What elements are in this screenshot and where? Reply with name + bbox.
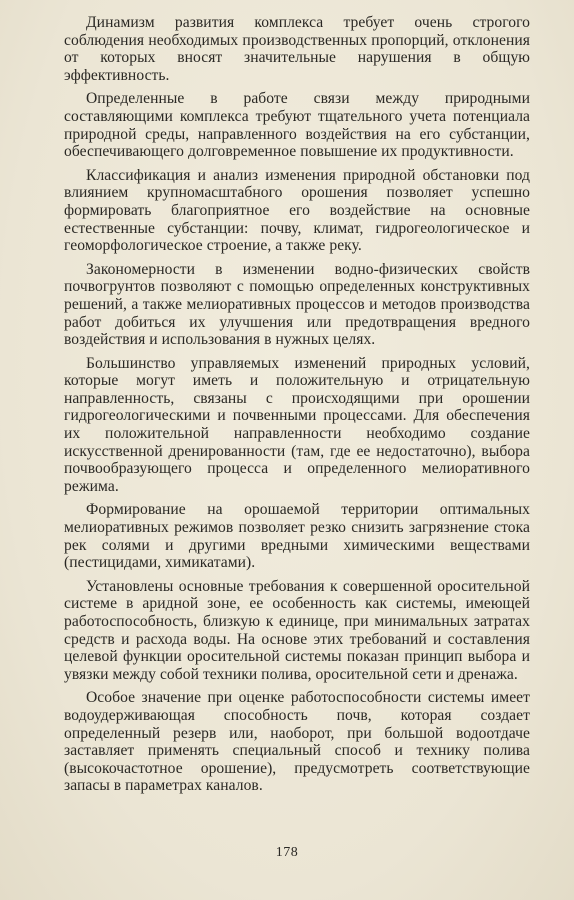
paragraph-4: Закономерности в изменении водно-физических свойств почвогрунтов позволяют с помощью определенных конструктивных решений, а также мелиоративных процессов и методов производства работ добиться их улучшения или предотвращения вредного воздействия и использования в нужных целях. [64,260,530,349]
paragraph-7: Установлены основные требования к совершенной оросительной системе в аридной зоне, ее особенность как системы, имеющей работоспособность, близкую к единице, при минимальных затратах средств и расхода воды. На основе этих требований и составления целевой функции оросительной системы показан принцип выбора и увязки между собой техники полива, оросительной сети и дренажа. [64,577,530,683]
page-number: 178 [275,845,299,860]
paragraph-1: Динамизм развития комплекса требует очень строгого соблюдения необходимых производственных пропорций, отклонения от которых вносят значительные нарушения в общую эффективность. [64,14,530,84]
paragraph-2: Определенные в работе связи между природными составляющими комплекса требуют тщательного учета потенциала природной среды, направленного воздействия на его субстанции, обеспечивающего долговременное повышение их продуктивности. [64,90,530,161]
paragraph-6: Формирование на орошаемой территории оптимальных мелиоративных режимов позволяет резко снизить загрязнение стока рек солями и другими вредными химическими веществами (пестицидами, химикатами). [64,501,530,572]
paragraph-5: Большинство управляемых изменений природных условий, которые могут иметь и положительную и отрицательную направленность, связаны с происходящими при орошении гидрогеологическими и почвенными процессами. Для обеспечения их положительной направленности необходимо создание искусственной дренированности (там, где ее недостаточно), выбора почвообразующего процесса и определенного мелиоративного режима. [64,354,530,495]
paragraph-8: Особое значение при оценке работоспособности системы имеет водоудерживающая способность почв, которая создает определенный резерв или, наоборот, при большой водоотдаче заставляет применять специальный способ и технику полива (высокочастотное орошение), предусмотреть соответствующие запасы в параметрах каналов. [64,689,530,795]
paragraph-3: Классификация и анализ изменения природной обстановки под влиянием крупномасштабного орошения позволяет успешно формировать благоприятное его воздействие на основные естественные субстанции: почву, климат, гидрогеологическое и геоморфологическое строение, а также реку. [64,166,530,255]
body-text [64,14,530,795]
